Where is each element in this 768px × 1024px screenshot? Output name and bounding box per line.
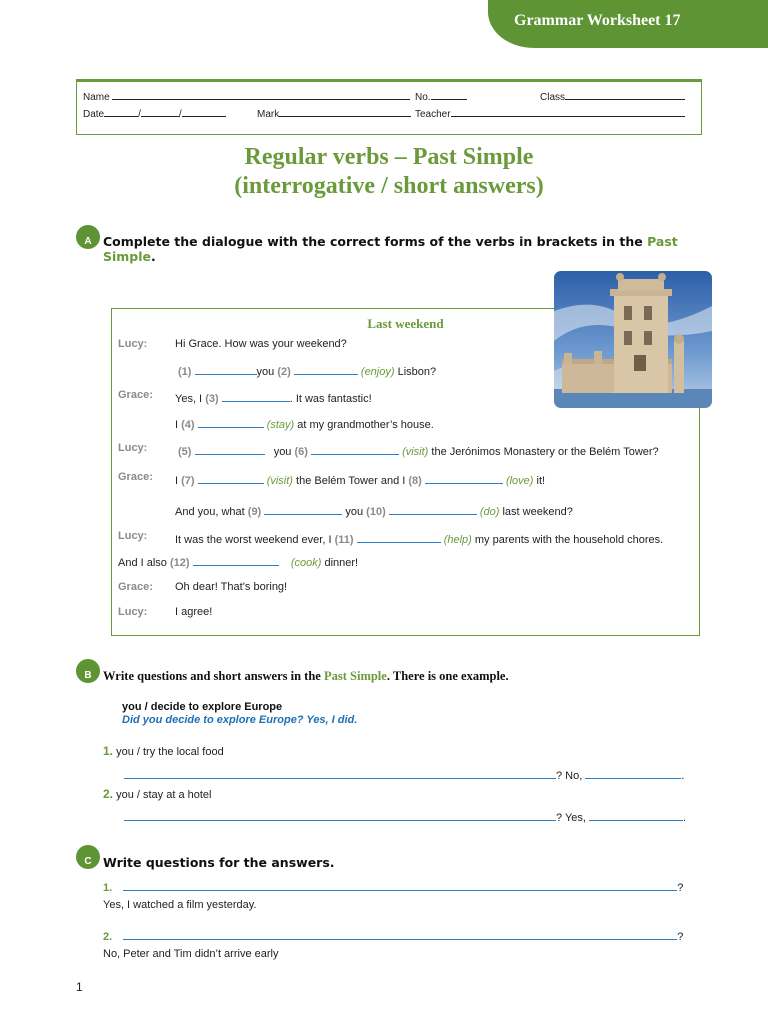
blank-9[interactable] [264, 502, 342, 515]
date-label: Date [83, 109, 105, 120]
dialogue-line: And you, what (9) you (10) (do) last weekend? [175, 502, 573, 518]
question-write-row: 1. ? [103, 878, 683, 894]
worksheet-label: Grammar Worksheet 17 [514, 12, 681, 29]
question-blank[interactable] [123, 927, 677, 940]
belem-tower-photo [554, 271, 712, 408]
question-blank[interactable] [124, 808, 556, 821]
section-a-instruction: Complete the dialogue with the correct forms of the verbs in brackets in the Past Simple. [103, 234, 678, 264]
speaker-lucy: Lucy: [118, 606, 148, 618]
question-item: 1. you / try the local food [103, 744, 224, 758]
blank-2[interactable] [294, 362, 358, 375]
given-answer: No, Peter and Tim didn’t arrive early [103, 948, 279, 960]
question-item: 2. you / stay at a hotel [103, 787, 212, 801]
class-label: Class [540, 92, 566, 103]
dialogue-line: I (4) (stay) at my grandmother’s house. [175, 415, 434, 431]
mark-label: Mark [257, 109, 280, 120]
section-b-instruction: Write questions and short answers in the Past Simple. There is one example. [103, 669, 509, 683]
name-row [83, 89, 410, 103]
dialogue-line: (5) you (6) (visit) the Jerónimos Monastery or the Belém Tower? [178, 442, 659, 458]
number-row [415, 89, 467, 103]
dialogue-line: Yes, I (3) . It was fantastic! [175, 389, 372, 405]
blank-4[interactable] [198, 415, 264, 428]
speaker-lucy: Lucy: [118, 338, 148, 350]
speaker-lucy: Lucy: [118, 442, 148, 454]
dialogue-line: I (7) (visit) the Belém Tower and I (8) (love) it! [175, 471, 545, 487]
section-c-badge: C [76, 845, 100, 869]
blank-5[interactable] [195, 442, 265, 455]
date-row [83, 106, 226, 120]
date-separator: / [178, 109, 182, 120]
worksheet-header-tab [488, 0, 768, 48]
example-prompt: you / decide to explore Europe [122, 701, 283, 713]
dialogue-line: (1) you (2) (enjoy) Lisbon? [178, 362, 436, 378]
section-c-instruction: Write questions for the answers. [103, 855, 335, 870]
belem-tower-illustration [554, 271, 712, 408]
blank-1[interactable] [195, 362, 257, 375]
speaker-grace: Grace: [118, 581, 153, 593]
teacher-label: Teacher [415, 109, 451, 120]
mark-field[interactable] [279, 106, 411, 117]
number-field[interactable] [431, 89, 467, 100]
short-answer-blank[interactable] [589, 808, 683, 821]
question-blank[interactable] [123, 878, 677, 891]
dialogue-title: Last weekend [367, 316, 444, 331]
date-day-field[interactable] [104, 106, 138, 117]
blank-12[interactable] [193, 553, 279, 566]
example-answer: Did you decide to explore Europe? Yes, I did. [122, 714, 358, 726]
date-year-field[interactable] [182, 106, 226, 117]
dialogue-line: And I also (12) (cook) dinner! [118, 553, 358, 569]
date-month-field[interactable] [141, 106, 179, 117]
blank-3[interactable] [222, 389, 290, 402]
student-info-box [76, 79, 702, 135]
mark-row [257, 106, 411, 120]
question-write-row: 2. ? [103, 927, 683, 943]
blank-8[interactable] [425, 471, 503, 484]
section-b-badge: B [76, 659, 100, 683]
teacher-field[interactable] [451, 106, 685, 117]
name-field[interactable] [112, 89, 410, 100]
dialogue-line: I agree! [175, 606, 213, 618]
page-title: Regular verbs – Past Simple [244, 144, 534, 170]
given-answer: Yes, I watched a film yesterday. [103, 899, 257, 911]
number-label: No. [415, 92, 431, 103]
dialogue-line: Hi Grace. How was your weekend? [175, 338, 347, 350]
blank-7[interactable] [198, 471, 264, 484]
answer-row: ? Yes, . [124, 808, 686, 824]
question-blank[interactable] [124, 766, 556, 779]
blank-6[interactable] [311, 442, 399, 455]
teacher-row [415, 106, 685, 120]
name-label: Name [83, 92, 110, 103]
blank-10[interactable] [389, 502, 477, 515]
blank-11[interactable] [357, 530, 441, 543]
page-subtitle: (interrogative / short answers) [234, 173, 544, 199]
dialogue-line: Oh dear! That’s boring! [175, 581, 288, 593]
class-field[interactable] [565, 89, 685, 100]
page-number: 1 [76, 980, 83, 994]
dialogue-line: It was the worst weekend ever, I (11) (help) my parents with the household chores. [175, 530, 663, 546]
class-row [540, 89, 685, 103]
speaker-grace: Grace: [118, 471, 153, 483]
date-separator: / [138, 109, 141, 120]
answer-row: ? No, . [124, 766, 684, 782]
speaker-grace: Grace: [118, 389, 153, 401]
speaker-lucy: Lucy: [118, 530, 148, 542]
section-a-badge: A [76, 225, 100, 249]
short-answer-blank[interactable] [585, 766, 681, 779]
